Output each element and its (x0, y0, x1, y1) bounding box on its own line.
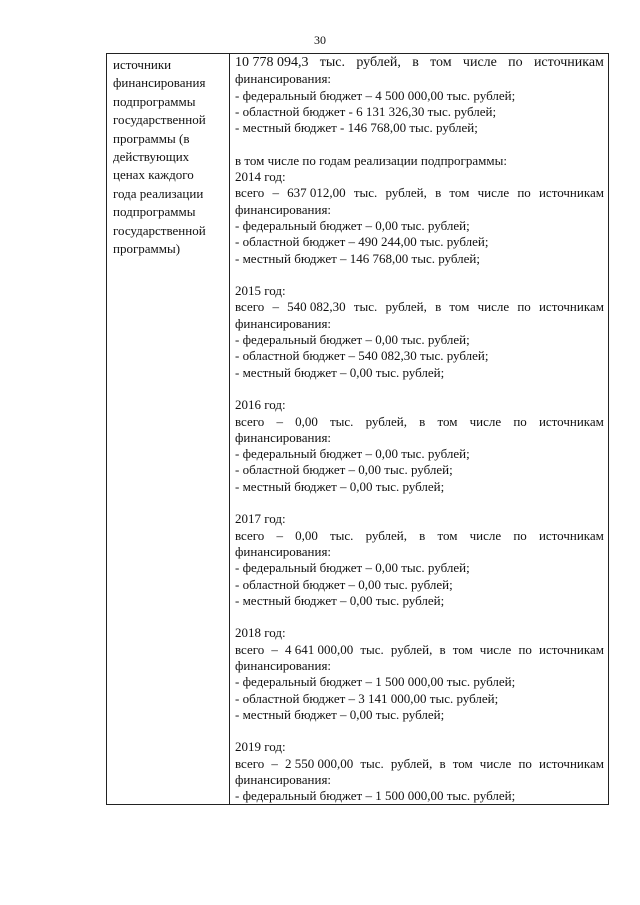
year-block (235, 511, 604, 609)
word: всего (235, 527, 265, 543)
years-list (235, 169, 604, 805)
label-line: подпрограммы (113, 204, 196, 220)
word: рублей, (385, 185, 427, 201)
word: рублей, (365, 413, 408, 429)
local-budget-line: - местный бюджет - 146 768,00 тыс. рублей; (235, 120, 478, 136)
federal-budget-line: - федеральный бюджет – 0,00 тыс. рублей; (235, 560, 470, 576)
financing-label: финансирования: (235, 657, 332, 673)
word: том (449, 185, 470, 201)
word: тыс. (330, 413, 354, 429)
federal-budget-line: - федеральный бюджет – 0,00 тыс. рублей; (235, 332, 470, 348)
word: всего (235, 185, 265, 201)
spacer (235, 136, 604, 152)
spacer (235, 723, 604, 739)
year-heading: 2017 год: (235, 511, 286, 527)
year-total-line (235, 756, 604, 772)
year-heading: 2015 год: (235, 283, 286, 299)
total-amount: 10 778 094,3 (235, 55, 309, 70)
spacer (235, 381, 604, 397)
local-budget-line: - местный бюджет – 0,00 тыс. рублей; (235, 706, 445, 722)
word: источникам (539, 755, 604, 771)
word: числе (469, 527, 502, 543)
word: всего (235, 641, 265, 657)
word: в (419, 413, 426, 429)
word: числе (477, 185, 510, 201)
federal-budget-line: - федеральный бюджет – 4 500 000,00 тыс. рублей; (235, 87, 516, 103)
word: всего (235, 755, 265, 771)
word: том (437, 527, 458, 543)
table-value-cell (230, 54, 608, 804)
year-block (235, 397, 604, 495)
year-total-amount: 2 550 000,00 (285, 755, 354, 771)
year-total-amount: 637 012,00 (287, 185, 346, 201)
word: том (430, 55, 452, 70)
word: по (513, 527, 527, 543)
word: в (419, 527, 426, 543)
word: числе (462, 55, 497, 70)
financing-label: финансирования: (235, 429, 332, 445)
federal-budget-line: - федеральный бюджет – 0,00 тыс. рублей; (235, 217, 470, 233)
by-years-intro: в том числе по годам реализации подпрограммы: (235, 152, 507, 168)
year-heading: 2014 год: (235, 169, 286, 185)
regional-budget-line: - областной бюджет – 0,00 тыс. рублей; (235, 576, 453, 592)
word: тыс. (353, 299, 378, 315)
financing-label: финансирования: (235, 71, 332, 87)
word: тыс. (360, 755, 384, 771)
word: всего (235, 413, 265, 429)
year-total-line (235, 642, 604, 658)
word: в (439, 755, 446, 771)
word: рублей, (385, 299, 427, 315)
word: тыс. (353, 185, 378, 201)
word: рублей, (390, 641, 433, 657)
word: в (439, 641, 446, 657)
word: по (518, 755, 532, 771)
local-budget-line: - местный бюджет – 0,00 тыс. рублей; (235, 364, 445, 380)
year-heading: 2016 год: (235, 397, 286, 413)
year-total-line (235, 299, 604, 315)
page-number: 30 (314, 33, 326, 47)
spacer (235, 267, 604, 283)
regional-budget-line: - областной бюджет – 3 141 000,00 тыс. рублей; (235, 690, 499, 706)
word: том (452, 755, 473, 771)
word: том (437, 413, 458, 429)
local-budget-line: - местный бюджет – 0,00 тыс. рублей; (235, 478, 445, 494)
year-total-line (235, 414, 604, 430)
year-block (235, 283, 604, 381)
word: числе (479, 755, 512, 771)
year-block (235, 739, 604, 804)
year-heading: 2019 год: (235, 739, 286, 755)
word: числе (469, 413, 502, 429)
spacer (235, 609, 604, 625)
word: по (517, 299, 531, 315)
year-total-line (235, 528, 604, 544)
word: числе (477, 299, 510, 315)
word: рублей, (365, 527, 408, 543)
word: – (276, 527, 283, 543)
word: числе (479, 641, 512, 657)
financing-label: финансирования: (235, 772, 332, 788)
local-budget-line: - местный бюджет – 146 768,00 тыс. рублей; (235, 250, 481, 266)
label-line: источники (113, 57, 172, 72)
federal-budget-line: - федеральный бюджет – 1 500 000,00 тыс. рублей; (235, 674, 516, 690)
label-line: государственной (113, 222, 206, 238)
label-line: программы) (113, 241, 181, 257)
regional-budget-line: - областной бюджет – 490 244,00 тыс. рублей; (235, 234, 489, 250)
word: источникам (539, 641, 604, 657)
word: рублей, (356, 55, 401, 70)
federal-budget-line: - федеральный бюджет – 1 500 000,00 тыс. рублей; (235, 788, 516, 804)
table-label-cell (107, 54, 230, 804)
word: рублей, (390, 755, 433, 771)
word: том (452, 641, 473, 657)
word: по (518, 641, 532, 657)
label-line: программы (в (113, 130, 190, 146)
word: тыс. (330, 527, 354, 543)
word: в (435, 185, 442, 201)
financing-label: финансирования: (235, 315, 332, 331)
label-line: государственной (113, 112, 206, 128)
label-line: ценах каждого (113, 167, 194, 183)
word: – (276, 413, 283, 429)
year-block (235, 625, 604, 723)
regional-budget-line: - областной бюджет – 0,00 тыс. рублей; (235, 462, 453, 478)
word: – (271, 755, 278, 771)
word: в (435, 299, 442, 315)
word: по (513, 413, 527, 429)
financing-label: финансирования: (235, 543, 332, 559)
word: в (412, 55, 419, 70)
financing-table (106, 53, 609, 805)
label-line: финансирования (113, 75, 206, 91)
word: источникам (538, 299, 604, 315)
spacer (235, 495, 604, 511)
word: источникам (533, 55, 604, 70)
word: – (272, 185, 279, 201)
year-total-amount: 0,00 (295, 413, 318, 429)
label-line: года реализации (113, 185, 204, 201)
regional-budget-line: - областной бюджет - 6 131 326,30 тыс. рублей; (235, 103, 497, 119)
year-total-amount: 4 641 000,00 (285, 641, 354, 657)
word: по (508, 55, 523, 70)
year-block (235, 169, 604, 267)
word: источникам (538, 413, 604, 429)
label-line: действующих (113, 149, 190, 165)
total-line (235, 55, 604, 71)
local-budget-line: - местный бюджет – 0,00 тыс. рублей; (235, 592, 445, 608)
regional-budget-line: - областной бюджет – 540 082,30 тыс. рублей; (235, 348, 489, 364)
word: – (272, 299, 279, 315)
year-total-line (235, 185, 604, 201)
word: источникам (538, 527, 604, 543)
word: по (517, 185, 531, 201)
year-total-amount: 0,00 (295, 527, 318, 543)
word: – (271, 641, 278, 657)
word: всего (235, 299, 265, 315)
word: том (449, 299, 470, 315)
year-heading: 2018 год: (235, 625, 286, 641)
word: тыс. (360, 641, 384, 657)
financing-label: финансирования: (235, 201, 332, 217)
federal-budget-line: - федеральный бюджет – 0,00 тыс. рублей; (235, 446, 470, 462)
year-total-amount: 540 082,30 (287, 299, 346, 315)
word: источникам (538, 185, 604, 201)
label-line: подпрограммы (113, 93, 196, 109)
word: тыс. (319, 55, 346, 70)
